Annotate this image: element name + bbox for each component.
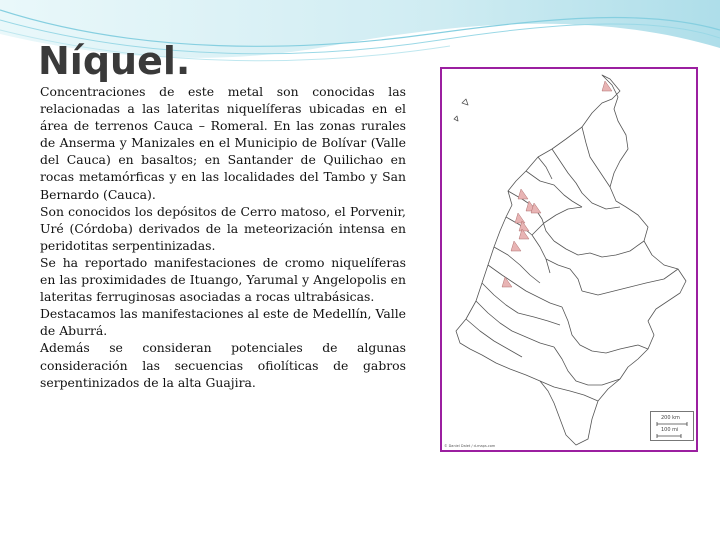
marker-angelopolis (511, 241, 521, 251)
paragraph-2: Son conocidos los depósitos de Cerro matoso, el Porvenir, Uré (Córdoba) derivados de la meteorización intensa en peridotitas serpentinizadas. (40, 203, 406, 253)
marker-cordoba-1 (518, 189, 528, 199)
paragraph-1: Concentraciones de este metal son conocidas las relacionadas a las lateritas niquelíferas ubicadas en el área de terrenos Cauca – Romeral. En las zonas rurales de Anserma y Manizales en el Municipio de Bolívar (Valle del Cauca) en basaltos; en Santander de Quilichao en rocas metamórficas y en las localidades del Tambo y San Bernardo (Cauca). (40, 84, 406, 202)
slide-title: Níquel. (38, 39, 191, 83)
map-drawing (442, 69, 696, 450)
scale-bars (651, 412, 693, 440)
scale-legend (650, 411, 694, 441)
scale-mi-label: 100 mi (661, 427, 679, 433)
paragraph-4: Destacamos las manifestaciones al este de Medellín, Valle de Aburrá. (40, 306, 406, 339)
map-credit: © Daniel Dalet / d-maps.com (444, 444, 496, 448)
marker-guajira (602, 81, 612, 91)
paragraph-5: Además se consideran potenciales de algunas consideración las secuencias ofiolíticas de gabros serpentinizados de la alta Guajira. (40, 340, 406, 390)
marker-cordoba-3 (531, 203, 541, 213)
paragraph-3: Se ha reportado manifestaciones de cromo niquelíferas en las proximidades de Ituango, Yarumal y Angelopolis en lateritas ferruginosas asociadas a rocas ultrabásicas. (40, 254, 406, 305)
marker-group (502, 81, 612, 287)
marker-ituango (515, 213, 525, 223)
slide-body (40, 83, 406, 391)
colombia-map (440, 67, 698, 452)
scale-km-label: 200 km (661, 415, 680, 421)
